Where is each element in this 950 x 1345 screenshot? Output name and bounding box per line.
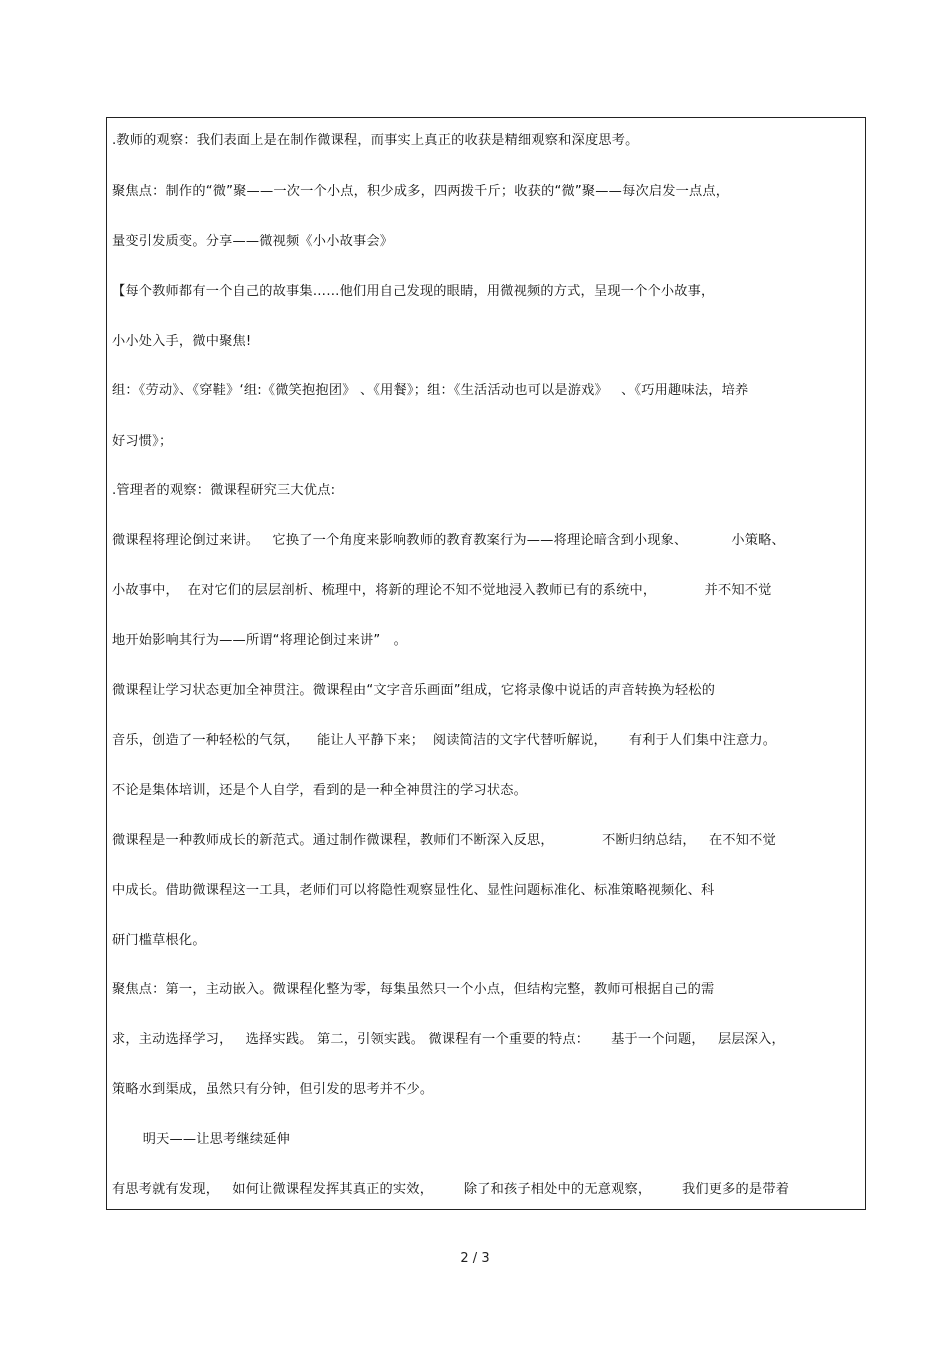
page-number: 2 / 3: [460, 1251, 490, 1266]
text-line: 聚焦点：第一，主动嵌入。微课程化整为零，每集虽然只一个小点，但结构完整，教师可根据自己的需: [112, 982, 715, 997]
text-line: 【每个教师都有一个自己的故事集……他们用自己发现的眼睛，用微视频的方式，呈现一个个小故事，: [112, 284, 715, 299]
text-line: 聚焦点：制作的“微”聚——一次一个小点，积少成多，四两拨千斤；收获的“微”聚——每次启发一点点，: [112, 184, 730, 199]
text-line: 微课程将理论倒过来讲。 它换了一个角度来影响教师的教育教案行为——将理论暗含到小现象、 小策略、: [112, 533, 785, 548]
text-line: 中成长。借助微课程这一工具，老师们可以将隐性观察显性化、显性问题标准化、标准策略视频化、科: [112, 883, 715, 898]
text-line: 组：《劳动》、《穿鞋》‘组:《微笑抱抱团》 、《用餐》；组：《生活活动也可以是游戏》 、《巧用趣味法，培养: [112, 383, 749, 398]
text-line: 量变引发质变。分享——微视频《小小故事会》: [112, 234, 394, 249]
text-line: 小小处入手，微中聚焦!: [112, 334, 252, 349]
text-line: 音乐，创造了一种轻松的气氛， 能让人平静下来； 阅读简洁的文字代替听解说， 有利于人们集中注意力。: [112, 733, 777, 748]
text-line: 地开始影响其行为——所谓“将理论倒过来讲” 。: [112, 633, 407, 648]
text-line: 好习惯》；: [112, 434, 173, 449]
text-line: 不论是集体培训，还是个人自学，看到的是一种全神贯注的学习状态。: [112, 783, 528, 798]
text-line: 求，主动选择学习， 选择实践。 第二，引领实践。 微课程有一个重要的特点： 基于一个问题， 层层深入，: [112, 1032, 785, 1047]
text-line: 策略水到渠成，虽然只有分钟，但引发的思考并不少。: [112, 1082, 434, 1097]
text-line: .管理者的观察：微课程研究三大优点:: [112, 483, 336, 498]
text-line: 微课程是一种教师成长的新范式。通过制作微课程，教师们不断深入反思， 不断归纳总结， 在不知不觉: [112, 833, 776, 848]
text-line: 微课程让学习状态更加全神贯注。微课程由“文字音乐画面”组成，它将录像中说话的声音转换为轻松的: [112, 683, 716, 698]
section-heading: 明天——让思考继续延伸: [112, 1132, 291, 1147]
text-line: 研门槛草根化。: [112, 933, 206, 948]
text-line: .教师的观察：我们表面上是在制作微课程，而事实上真正的收获是精细观察和深度思考。: [112, 133, 639, 148]
text-line: 小故事中， 在对它们的层层剖析、梳理中，将新的理论不知不觉地浸入教师已有的系统中， 并不知不觉: [112, 583, 772, 598]
text-line: 有思考就有发现， 如何让微课程发挥其真正的实效， 除了和孩子相处中的无意观察， 我们更多的是带着: [112, 1182, 790, 1197]
